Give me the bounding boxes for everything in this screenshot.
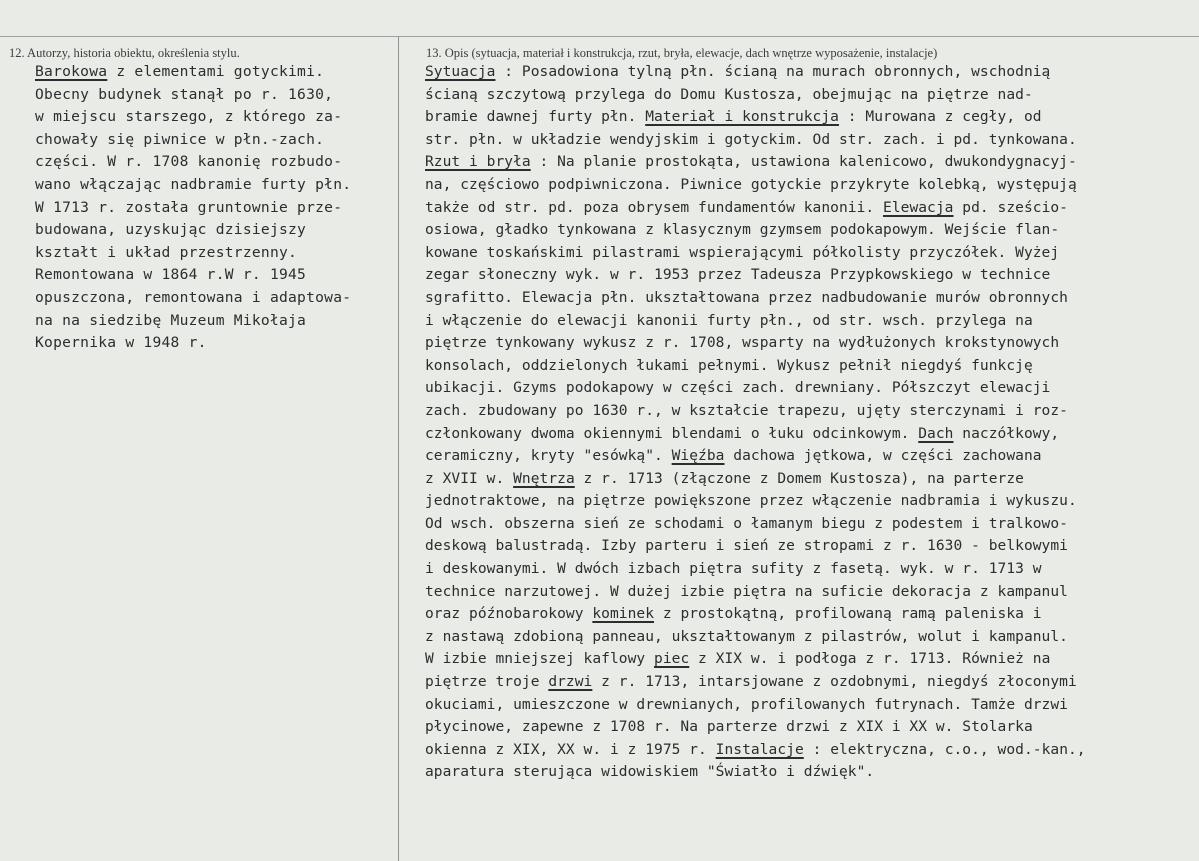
description-line bbox=[425, 648, 1195, 671]
description-line bbox=[425, 106, 1195, 129]
history-line bbox=[35, 151, 395, 174]
text-segment: Od wsch. obszerna sień ze schodami o łamanym biegu z podestem i tralkowo- bbox=[425, 514, 1068, 532]
description-line bbox=[425, 332, 1195, 355]
description-line bbox=[425, 761, 1195, 784]
history-line bbox=[35, 287, 395, 310]
underlined-keyword: Materiał i konstrukcja bbox=[645, 108, 839, 126]
text-segment: konsolach, oddzielonych łukami pełnymi. Wykusz pełnił niegdyś funkcję bbox=[425, 356, 1033, 374]
text-segment: pd. sześcio- bbox=[953, 198, 1068, 216]
text-segment: opuszczona, remontowana i adaptowa- bbox=[35, 288, 352, 306]
underlined-keyword: Barokowa bbox=[35, 63, 108, 80]
description-line bbox=[425, 535, 1195, 558]
history-line bbox=[35, 242, 395, 265]
text-segment: piętrze tynkowany wykusz z r. 1708, wsparty na wydłużonych krokstynowych bbox=[425, 334, 1060, 352]
text-segment: W izbie mniejszej kaflowy bbox=[425, 650, 655, 668]
text-segment: W 1713 r. została gruntownie prze- bbox=[35, 198, 343, 216]
description-line bbox=[425, 84, 1195, 107]
description-line bbox=[425, 694, 1195, 717]
history-text-column bbox=[35, 61, 395, 355]
description-line bbox=[425, 151, 1195, 174]
text-segment: okuciami, umieszczone w drewnianych, profilowanych futrynach. Tamże drzwi bbox=[425, 695, 1068, 713]
description-line bbox=[425, 129, 1195, 152]
underlined-keyword: Instalacje bbox=[715, 740, 804, 758]
description-line bbox=[425, 423, 1195, 446]
text-segment: osiowa, gładko tynkowana z klasycznym gzymsem podokapowym. Wejście flan- bbox=[425, 221, 1060, 239]
description-line bbox=[425, 174, 1195, 197]
underlined-keyword: Sytuacja bbox=[425, 63, 496, 80]
text-segment: jednotraktowe, na piętrze powiększone przez włączenie nadbramia i wykuszu. bbox=[425, 492, 1077, 510]
header-divider bbox=[0, 36, 1199, 37]
text-segment: z r. 1713, intarsjowane z ozdobnymi, niegdyś złoconymi bbox=[592, 673, 1077, 691]
text-segment: na na siedzibę Muzeum Mikołaja bbox=[35, 311, 307, 329]
text-segment: ubikacji. Gzyms podokapowy w części zach. drewniany. Półszczyt elewacji bbox=[425, 379, 1051, 397]
underlined-keyword: drzwi bbox=[548, 673, 593, 691]
section-12-header: 12. Autorzy, historia obiektu, określenia stylu. bbox=[9, 46, 240, 60]
underlined-keyword: kominek bbox=[592, 605, 655, 623]
text-segment: kształt i układ przestrzenny. bbox=[35, 243, 298, 261]
column-divider bbox=[398, 36, 399, 861]
text-segment: dachowa jętkowa, w części zachowana bbox=[724, 447, 1042, 465]
underlined-keyword: Dach bbox=[918, 424, 954, 442]
description-line bbox=[425, 716, 1195, 739]
text-segment: ścianą szczytową przylega do Domu Kustosza, obejmując na piętrze nad- bbox=[425, 85, 1033, 103]
description-line bbox=[425, 603, 1195, 626]
text-segment: kowane toskańskimi pilastrami wspierającymi półkolisty przyczółek. Wyżej bbox=[425, 243, 1060, 261]
text-segment: technice narzutowej. W dużej izbie piętra na suficie dekoracja z kampanul bbox=[425, 582, 1068, 600]
text-segment: członkowany dwoma okiennymi blendami o łuku odcinkowym. bbox=[425, 424, 919, 442]
history-line bbox=[35, 332, 395, 355]
history-line bbox=[35, 174, 395, 197]
text-segment: z XVII w. bbox=[425, 469, 514, 487]
history-line bbox=[35, 310, 395, 333]
description-line bbox=[425, 400, 1195, 423]
text-segment: i włączenie do elewacji kanonii furty płn., od str. wsch. przylega na bbox=[425, 311, 1033, 329]
text-segment: płycinowe, zapewne z 1708 r. Na parterze drzwi z XIX i XX w. Stolarka bbox=[425, 718, 1033, 736]
text-segment: zegar słoneczny wyk. w r. 1953 przez Tadeusza Przypkowskiego w technice bbox=[425, 266, 1051, 284]
history-line bbox=[35, 264, 395, 287]
description-line bbox=[425, 310, 1195, 333]
text-segment: na, częściowo podpiwniczona. Piwnice gotyckie przykryte kolebką, występują bbox=[425, 175, 1077, 193]
description-line bbox=[425, 739, 1195, 762]
underlined-keyword: Wnętrza bbox=[513, 469, 575, 487]
text-segment: wano włączając nadbramie furty płn. bbox=[35, 175, 352, 193]
text-segment: aparatura sterująca widowiskiem "Światło i dźwięk". bbox=[425, 763, 875, 781]
text-segment: z r. 1713 (złączone z Domem Kustosza), na parterze bbox=[574, 469, 1024, 487]
history-line bbox=[35, 84, 395, 107]
description-line bbox=[425, 61, 1195, 84]
text-segment: części. W r. 1708 kanonię rozbudo- bbox=[35, 153, 343, 171]
text-segment: ceramiczny, kryty "esówką". bbox=[425, 447, 672, 465]
text-segment: bramie dawnej furty płn. bbox=[425, 108, 646, 126]
text-segment: : Murowana z cegły, od bbox=[838, 108, 1042, 126]
description-line bbox=[425, 197, 1195, 220]
text-segment: naczółkowy, bbox=[953, 424, 1060, 442]
text-segment: Kopernika w 1948 r. bbox=[35, 334, 207, 352]
description-line bbox=[425, 581, 1195, 604]
description-line bbox=[425, 490, 1195, 513]
underlined-keyword: Elewacja bbox=[883, 198, 954, 216]
history-line bbox=[35, 129, 395, 152]
description-line bbox=[425, 671, 1195, 694]
description-line bbox=[425, 219, 1195, 242]
description-line bbox=[425, 513, 1195, 536]
description-line bbox=[425, 287, 1195, 310]
text-segment: chowały się piwnice w płn.-zach. bbox=[35, 130, 325, 148]
history-line bbox=[35, 219, 395, 242]
text-segment: str. płn. w układzie wendyjskim i gotyckim. Od str. zach. i pd. tynkowana. bbox=[425, 130, 1077, 148]
description-line bbox=[425, 626, 1195, 649]
text-segment: : Na planie prostokąta, ustawiona kalenicowo, dwukondygnacyj- bbox=[530, 153, 1077, 171]
text-segment: oraz późnobarokowy bbox=[425, 605, 593, 623]
description-line bbox=[425, 355, 1195, 378]
text-segment: z XIX w. i podłoga z r. 1713. Również na bbox=[689, 650, 1051, 668]
text-segment: w miejscu starszego, z którego za- bbox=[35, 108, 343, 126]
text-segment: budowana, uzyskując dzisiejszy bbox=[35, 221, 307, 239]
section-13-header: 13. Opis (sytuacja, materiał i konstrukcja, rzut, bryła, elewacje, dach wnętrze wyposażenie, instalacje) bbox=[426, 46, 938, 60]
underlined-keyword: Więźba bbox=[671, 447, 725, 465]
underlined-keyword: piec bbox=[654, 650, 690, 668]
description-line bbox=[425, 377, 1195, 400]
text-segment: także od str. pd. poza obrysem fundamentów kanonii. bbox=[425, 198, 884, 216]
history-line bbox=[35, 106, 395, 129]
history-line bbox=[35, 197, 395, 220]
text-segment: piętrze troje bbox=[425, 673, 549, 691]
text-segment: sgrafitto. Elewacja płn. ukształtowana przez nadbudowanie murów obronnych bbox=[425, 288, 1068, 306]
text-segment: z elementami gotyckimi. bbox=[107, 63, 325, 80]
text-segment: z prostokątną, profilowaną ramą paleniska i bbox=[654, 605, 1042, 623]
text-segment: i deskowanymi. W dwóch izbach piętra sufity z fasetą. wyk. w r. 1713 w bbox=[425, 560, 1042, 578]
description-line bbox=[425, 468, 1195, 491]
text-segment: okienna z XIX, XX w. i z 1975 r. bbox=[425, 740, 716, 758]
text-segment: zach. zbudowany po 1630 r., w kształcie trapezu, ujęty sterczynami i roz- bbox=[425, 401, 1068, 419]
description-line bbox=[425, 264, 1195, 287]
underlined-keyword: Rzut i bryła bbox=[425, 153, 531, 171]
description-text-column bbox=[425, 61, 1195, 784]
text-segment: : elektryczna, c.o., wod.-kan., bbox=[803, 740, 1086, 758]
text-segment: Remontowana w 1864 r.W r. 1945 bbox=[35, 266, 307, 284]
text-segment: deskową balustradą. Izby parteru i sień ze stropami z r. 1630 - belkowymi bbox=[425, 537, 1068, 555]
text-segment: Obecny budynek stanął po r. 1630, bbox=[35, 85, 334, 103]
description-line bbox=[425, 445, 1195, 468]
description-line bbox=[425, 558, 1195, 581]
text-segment: z nastawą zdobioną panneau, ukształtowanym z pilastrów, wolut i kampanul. bbox=[425, 627, 1068, 645]
text-segment: : Posadowiona tylną płn. ścianą na murach obronnych, wschodnią bbox=[495, 63, 1051, 80]
description-line bbox=[425, 242, 1195, 265]
history-line bbox=[35, 61, 395, 84]
